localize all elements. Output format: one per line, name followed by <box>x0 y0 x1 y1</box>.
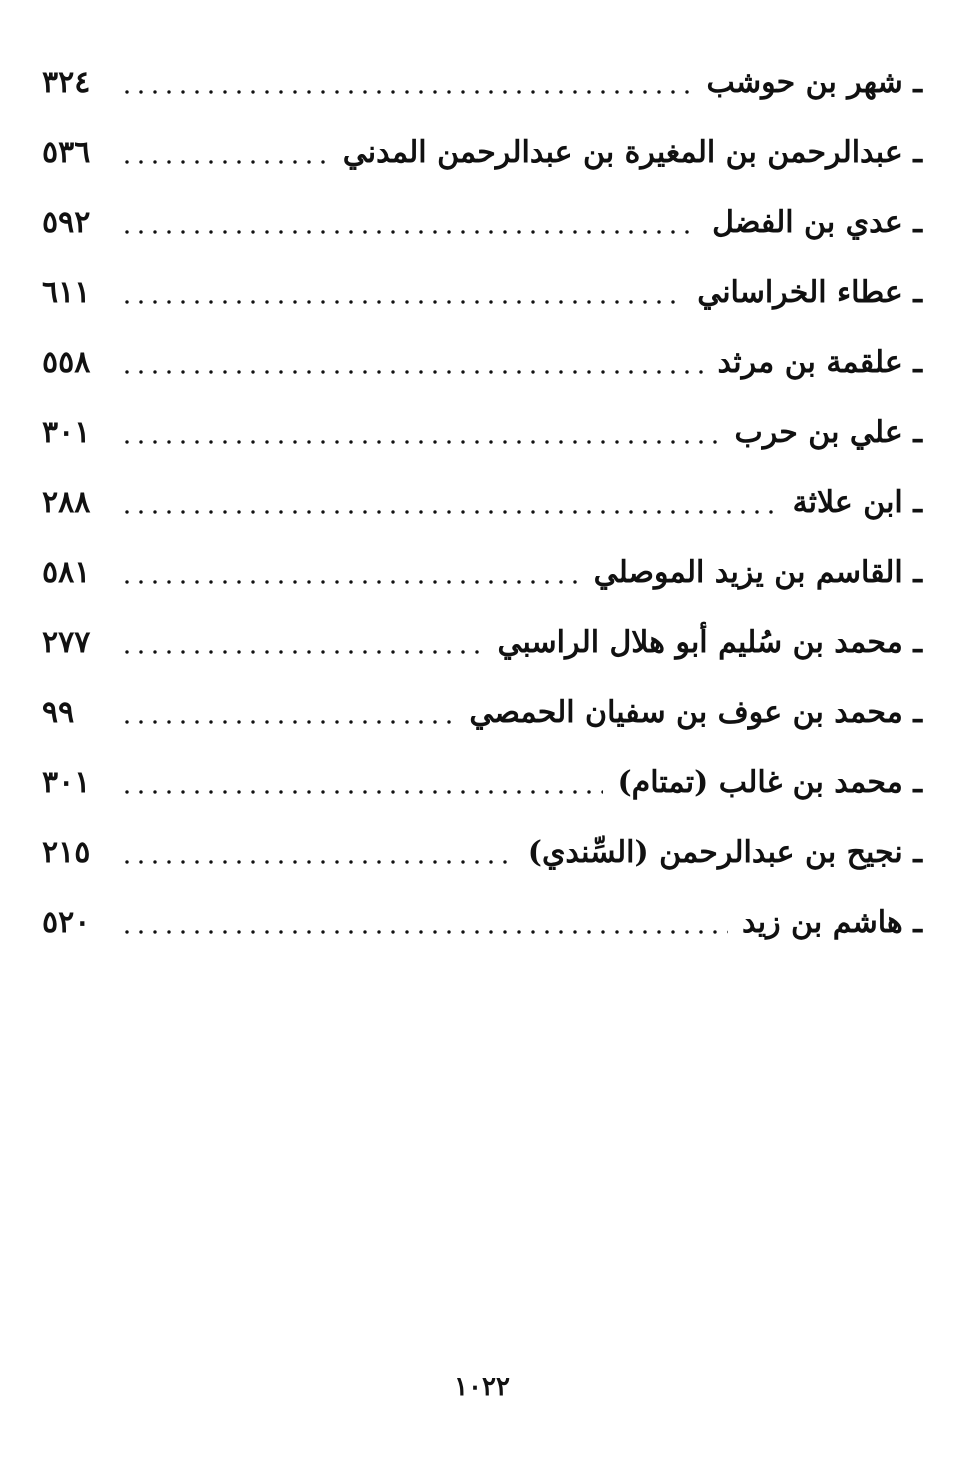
entry-name: ـ علقمة بن مرثد <box>717 345 922 380</box>
dot-leader <box>120 510 779 514</box>
entry-page-number: ٣٠١ <box>42 415 91 450</box>
entry-page-number: ٢٧٧ <box>42 625 91 660</box>
entry-name: ـ نجيح بن عبدالرحمن (السِّندي) <box>527 835 922 870</box>
dot-leader <box>120 160 329 164</box>
index-entry <box>42 748 922 818</box>
entry-name: ـ عبدالرحمن بن المغيرة بن عبدالرحمن المدني <box>342 135 922 170</box>
dot-leader <box>120 860 514 864</box>
index-list <box>42 48 922 958</box>
entry-page-number: ٩٩ <box>42 695 75 730</box>
entry-page-number: ٣٠١ <box>42 765 91 800</box>
index-entry <box>42 608 922 678</box>
entry-page-number: ٢٨٨ <box>42 485 91 520</box>
dot-leader <box>120 440 721 444</box>
index-entry <box>42 398 922 468</box>
entry-page-number: ٥٣٦ <box>42 135 91 170</box>
dot-leader <box>120 300 683 304</box>
entry-name: ـ محمد بن عوف بن سفيان الحمصي <box>469 695 922 730</box>
dot-leader <box>120 370 704 374</box>
entry-name: ـ هاشم بن زيد <box>742 905 922 940</box>
index-entry <box>42 678 922 748</box>
dot-leader <box>120 790 603 794</box>
entry-name: ـ القاسم بن يزيد الموصلي <box>593 555 922 590</box>
dot-leader <box>120 930 728 934</box>
entry-name: ـ محمد بن غالب (تمتام) <box>617 765 922 800</box>
entry-page-number: ٥٩٢ <box>42 205 91 240</box>
dot-leader <box>120 720 455 724</box>
index-entry <box>42 328 922 398</box>
dot-leader <box>120 90 693 94</box>
entry-name: ـ عطاء الخراساني <box>697 275 922 310</box>
entry-page-number: ٢١٥ <box>42 835 91 870</box>
entry-name: ـ شهر بن حوشب <box>706 65 922 100</box>
entry-page-number: ٥٢٠ <box>42 905 91 940</box>
entry-name: ـ محمد بن سُليم أبو هلال الراسبي <box>497 625 922 660</box>
entry-name: ـ ابن علاثة <box>792 485 922 520</box>
entry-name: ـ عدي بن الفضل <box>712 205 922 240</box>
index-entry <box>42 538 922 608</box>
index-entry <box>42 118 922 188</box>
index-entry <box>42 888 922 958</box>
index-entry <box>42 258 922 328</box>
entry-page-number: ٥٨١ <box>42 555 91 590</box>
dot-leader <box>120 580 580 584</box>
entry-page-number: ٦١١ <box>42 275 91 310</box>
index-entry <box>42 48 922 118</box>
dot-leader <box>120 650 483 654</box>
dot-leader <box>120 230 698 234</box>
index-entry <box>42 188 922 258</box>
page-number: ١٠٢٢ <box>454 1372 510 1402</box>
entry-page-number: ٣٢٤ <box>42 65 91 100</box>
entry-name: ـ علي بن حرب <box>734 415 922 450</box>
index-entry <box>42 468 922 538</box>
entry-page-number: ٥٥٨ <box>42 345 91 380</box>
index-entry <box>42 818 922 888</box>
